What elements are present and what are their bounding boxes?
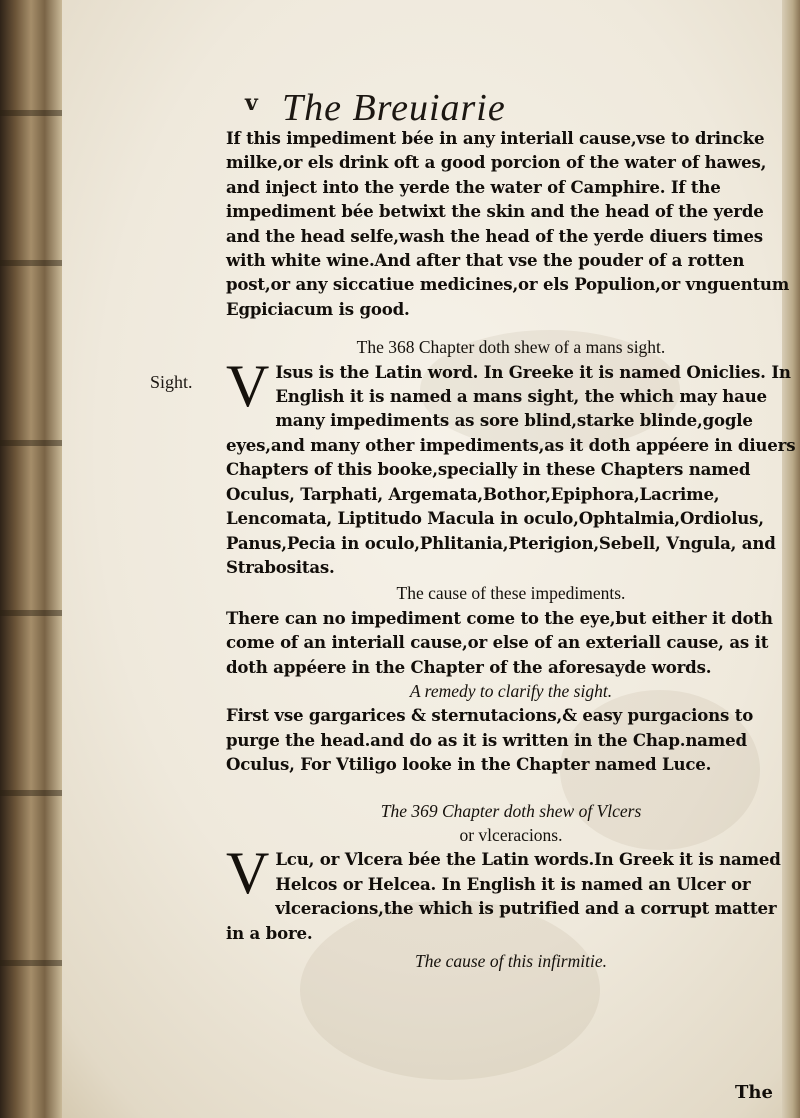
catchword: The: [735, 1082, 773, 1103]
paragraph-impediment-remedy: If this impediment bée in any interiall cause,vse to drincke milke,or els drink oft a good porcion of the water of hawes, and inject into the yerde the water of Camphire. If the impediment bée betwixt the skin and the head of the yerde and the head selfe,wash the head of the yerde diuers times with white wine.And after that vse the pouder of a rotten post,or any siccatiue medicines,or els Populion,or vnguentum Egpiciacum is good.: [226, 128, 790, 319]
running-head: The Breuiarie: [282, 87, 506, 129]
binding-gutter: [0, 0, 62, 1118]
chapter-369-heading: The 369 Chapter doth shew of Vlcers: [380, 800, 642, 821]
chapter-369-definition-text: Lcu, or Vlcera bée the Latin words.In Greek it is named Helcos or Helcea. In English it is named an Ulcer or vlceracions,the which is putrified and a corrupt matter in a bore.: [226, 849, 781, 943]
text-column: [226, 126, 796, 973]
cause-heading: The cause of these impediments.: [396, 583, 626, 604]
chapter-369-cause-heading: The cause of this infirmitie.: [414, 951, 607, 971]
remedy-paragraph: First vse gargarices & sternutacions,& easy purgacions to purge the head.and do as it is written in the Chap.named Oculus, For Vtiligo looke in the Chapter named Luce.: [226, 705, 754, 775]
chapter-369-definition: [226, 840, 796, 945]
signature-mark: v: [245, 90, 258, 116]
drop-initial-v-2: V: [226, 840, 270, 907]
chapter-368-definition-text: Isus is the Latin word. In Greeke it is named Oniclies. In English it is named a mans sight, the which may haue many impediments as sore blind,starke blinde,gogle eyes,and many other impediments,as it doth appéere in diuers Chapters of this booke,specially in these Chapters named Oculus, Tarphati, Argemata,Bothor,Epiphora,Lacrime, Lencomata, Liptitudo Macula in oculo,Ophtalmia,Ordiolus, Panus,Pecia in oculo,Phlitania,Pterigion,Sebell, Vngula, and Strabositas.: [226, 361, 796, 577]
cause-paragraph: There can no impediment come to the eye,but either it doth come of an interiall cause,or else of an exteriall cause, as it doth appéere in the Chapter of the aforesayde words.: [226, 607, 773, 677]
chapter-368-heading: The 368 Chapter doth shew of a mans sight.: [356, 337, 666, 358]
chapter-369-heading-line2: or vlceracions.: [459, 824, 563, 845]
chapter-368-definition: [226, 352, 796, 580]
drop-initial-v: V: [226, 352, 270, 419]
remedy-heading: A remedy to clarify the sight.: [409, 680, 613, 701]
margin-note-sight: Sight.: [150, 372, 193, 392]
